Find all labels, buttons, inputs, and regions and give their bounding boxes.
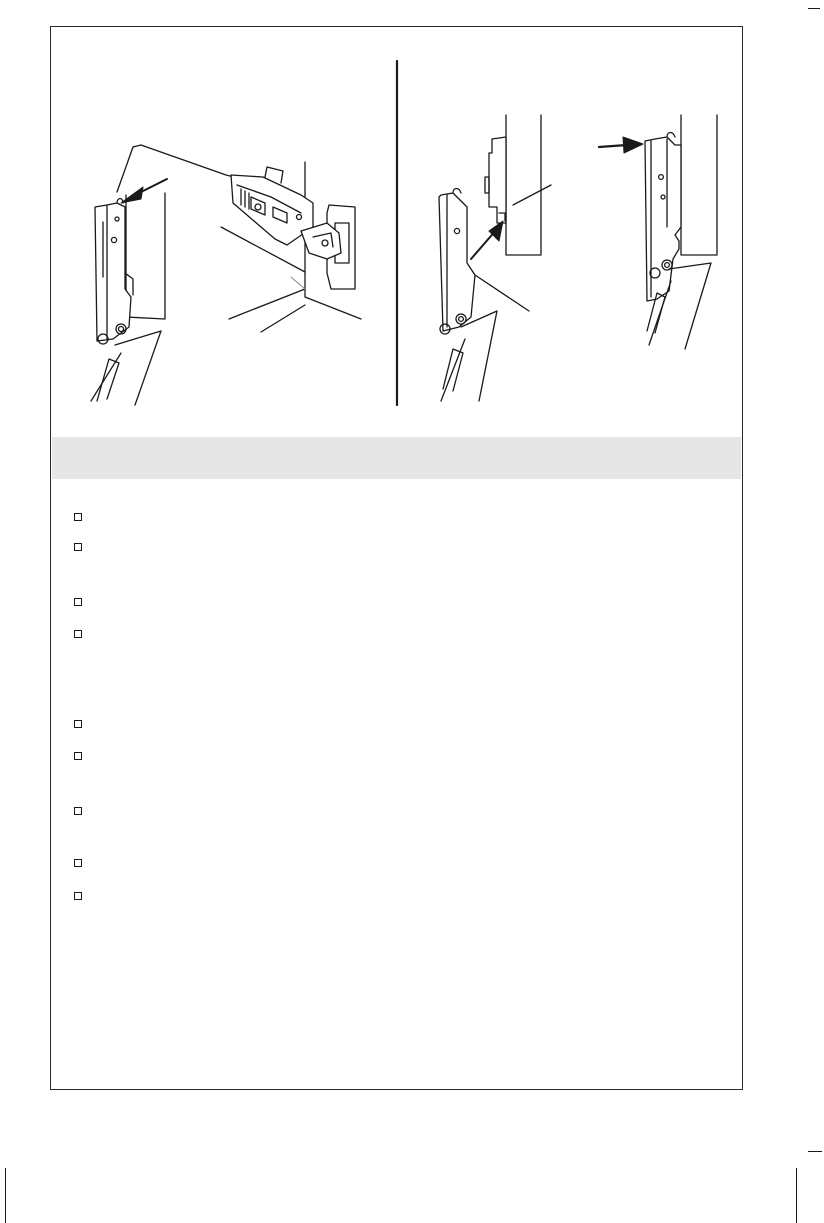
crop-mark-top-right bbox=[808, 8, 820, 9]
checkbox-1[interactable] bbox=[74, 513, 82, 521]
checkbox-7[interactable] bbox=[74, 807, 82, 815]
checkbox-8[interactable] bbox=[74, 859, 82, 867]
crop-mark-bottom-left bbox=[5, 1168, 6, 1223]
crop-mark-mid-right bbox=[808, 1151, 822, 1152]
instruction-frame bbox=[50, 26, 743, 1090]
checkbox-9[interactable] bbox=[74, 892, 82, 900]
checklist bbox=[51, 27, 742, 1089]
checkbox-5[interactable] bbox=[74, 720, 82, 728]
checkbox-3[interactable] bbox=[74, 598, 82, 606]
crop-mark-bottom-right bbox=[796, 1168, 797, 1223]
checkbox-4[interactable] bbox=[74, 630, 82, 638]
checkbox-6[interactable] bbox=[74, 752, 82, 760]
checkbox-2[interactable] bbox=[74, 543, 82, 551]
